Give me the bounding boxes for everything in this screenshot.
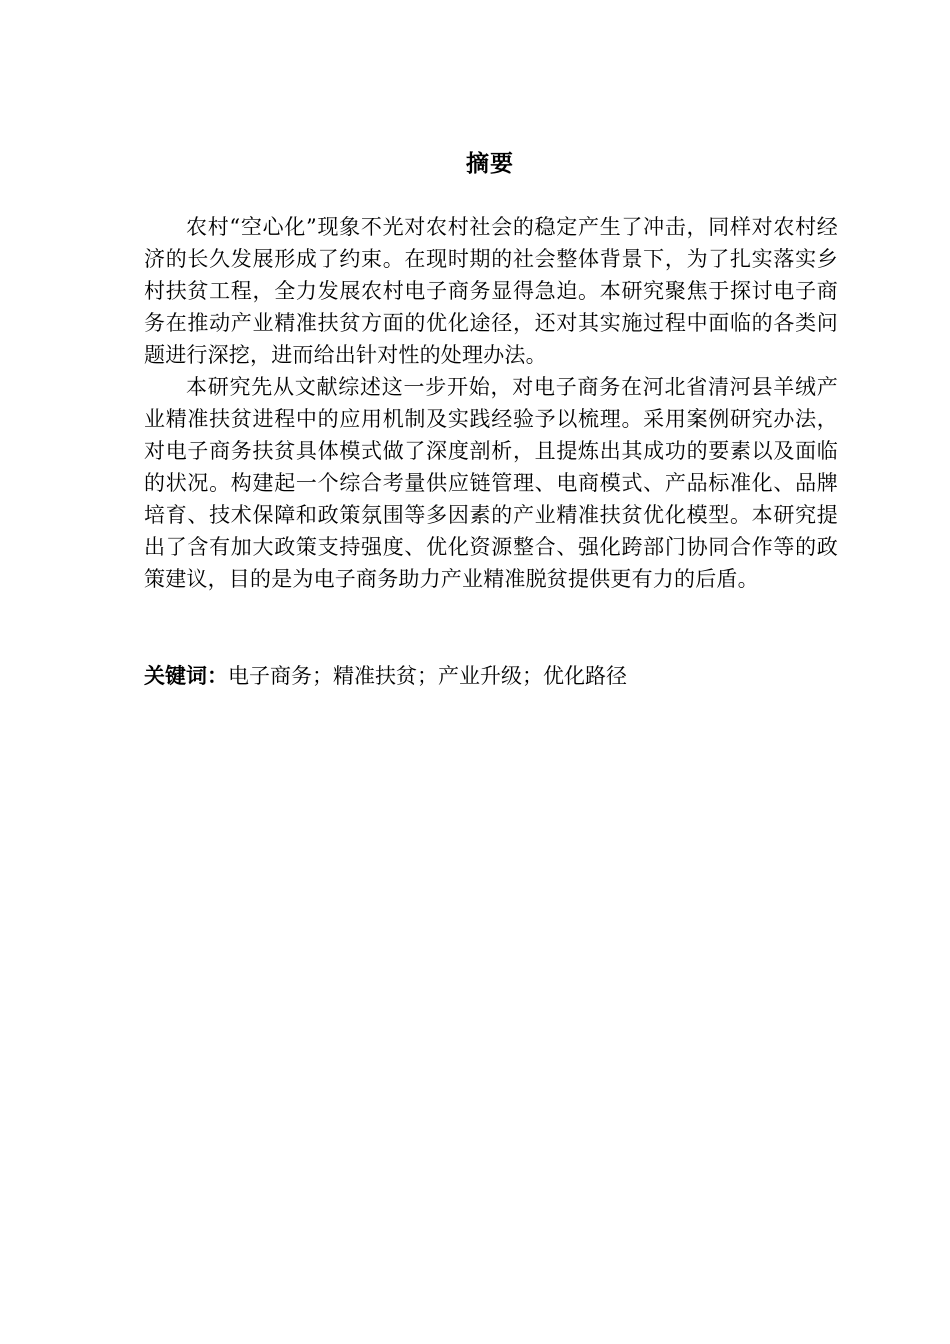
abstract-body <box>144 211 838 595</box>
abstract-paragraph-1: 农村“空心化”现象不光对农村社会的稳定产生了冲击，同样对农村经济的长久发展形成了约束。在现时期的社会整体背景下，为了扎实落实乡村扶贫工程，全力发展农村电子商务显得急迫。本研究聚焦于探讨电子商务在推动产业精准扶贫方面的优化途径，还对其实施过程中面临的各类问题进行深挖，进而给出针对性的处理办法。 <box>144 215 838 367</box>
page-title: 摘要 <box>466 151 514 177</box>
abstract-paragraph-2: 本研究先从文献综述这一步开始，对电子商务在河北省清河县羊绒产业精准扶贫进程中的应用机制及实践经验予以梳理。采用案例研究办法，对电子商务扶贫具体模式做了深度剖析，且提炼出其成功的要素以及面临的状况。构建起一个综合考量供应链管理、电商模式、产品标准化、品牌培育、技术保障和政策氛围等多因素的产业精准扶贫优化模型。本研究提出了含有加大政策支持强度、优化资源整合、强化跨部门协同合作等的政策建议，目的是为电子商务助力产业精准脱贫提供更有力的后盾。 <box>144 375 838 591</box>
keywords-label: 关键词： <box>144 664 228 688</box>
keywords-text: 电子商务；精准扶贫；产业升级；优化路径 <box>228 664 627 688</box>
keywords-line <box>144 660 838 692</box>
